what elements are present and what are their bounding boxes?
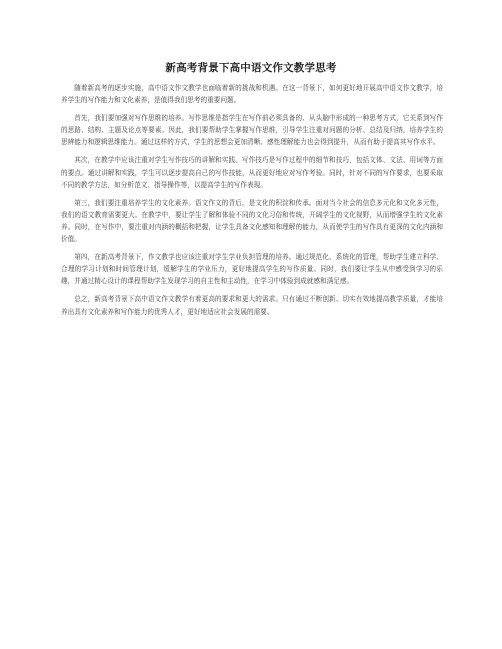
paragraph-third: 第三，我们要注重培养学生的文化素养。语文作文的背后，是文化的积淀和传承。面对当今社会的信息多元化和文化多元性，我们的语文教育需要更大。在教学中，要让学生了解和体验不同的文化习俗和传统，开阔学生的文化视野，从而增强学生的文化素养。同时，在写作中，要注重对内涵的概括和把握，让学生具备文化感知和理解的能力，从而使学生的写作具有更深的文化内涵和价值。 <box>61 198 443 244</box>
paragraph-first: 首先，我们要加强对写作思维的培养。写作思维是指学生在写作前必须具备的、从头脑中形成的一种思考方式，它关系到写作的思路、结构、主题及论点等要素。因此，我们要帮助学生掌握写作思维，引导学生注重对问题的分析、总结及归纳，培养学生的思辨能力和逻辑思维能力。通过这样的方式，学生的思想会更加清晰、感性理解能力也会得到提升，从而有助于提高其写作水平。 <box>61 114 443 147</box>
paragraph-conclusion: 总之，新高考背景下高中语文作文教学有着更高的要求和更大的需求。只有通过不断创新、切实有效地提高教学质量，才能培养出具有文化素养和写作能力的优秀人才，更好地适应社会发展的需要。 <box>61 295 443 316</box>
paragraph-intro: 随着新高考的逐步实施，高中语文作文教学也面临着新的挑战和机遇。在这一背景下，如何更好地开展高中语文作文教学，培养学生的写作能力和文化素养，是值得我们思考的重要问题。 <box>61 84 443 105</box>
document-body <box>61 82 443 324</box>
paragraph-fourth: 第四，在新高考背景下，作文教学也应该注重对学生学业负担管理的培养。通过规范化、系统化的管理，帮助学生建立科学、合理的学习计划和时间管理计划，缓解学生的学业压力，更好地提高学生的写作质量。同时，我们要让学生从中感受到学习的乐趣，并通过精心设计的课程帮助学生发现学习的自主性和主动性，在学习中体验到成就感和满足感。 <box>61 253 443 286</box>
paragraph-second: 其次，在教学中应该注重对学生写作技巧的讲解和实践。写作技巧是写作过程中的细节和技巧，包括文体、文法、用词等方面的要点。通过讲解和实践，学生可以逐步提高自己的写作技能，从而更好地应对写作考验。同时，针对不同的写作要求，也要采取不同的教学方法，如分析范文、指导操作等，以提高学生的写作表现。 <box>61 156 443 189</box>
document-title: 新高考背景下高中语文作文教学思考 <box>165 62 337 74</box>
